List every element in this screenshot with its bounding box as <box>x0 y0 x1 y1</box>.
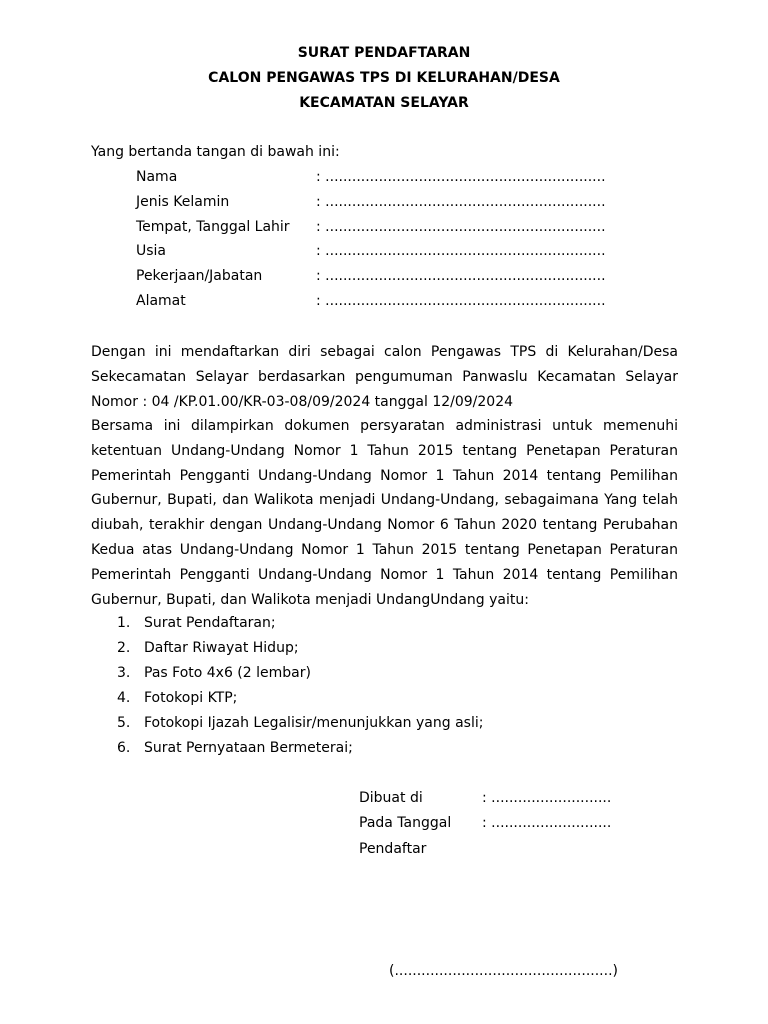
field-value: : ............................................................... <box>316 169 606 185</box>
list-text: Fotokopi KTP; <box>144 690 238 706</box>
list-item <box>117 640 299 656</box>
signature-name-line: (.................................................) <box>389 963 618 979</box>
field-value: : ............................................................... <box>316 268 606 284</box>
field-label: Nama <box>136 169 178 185</box>
list-item <box>117 665 311 681</box>
list-item <box>117 615 276 631</box>
title-line-1: SURAT PENDAFTARAN <box>297 45 471 61</box>
list-number: 2. <box>117 640 131 656</box>
field-value: : ............................................................... <box>316 194 606 210</box>
field-pekerjaan-jabatan <box>136 268 606 284</box>
title-line-2: CALON PENGAWAS TPS DI KELURAHAN/DESA <box>208 70 560 86</box>
list-text: Surat Pernyataan Bermeterai; <box>144 740 353 756</box>
list-item <box>117 715 483 731</box>
field-nama <box>136 169 606 185</box>
field-label: Usia <box>136 243 167 259</box>
place-value: : ........................... <box>482 790 612 806</box>
list-text: Pas Foto 4x6 (2 lembar) <box>144 665 311 681</box>
field-tempat-tanggal-lahir <box>136 219 606 235</box>
list-text: Surat Pendaftaran; <box>144 615 276 631</box>
field-value: : ............................................................... <box>316 219 606 235</box>
place-label: Dibuat di <box>359 790 423 806</box>
signature-place-row <box>359 790 611 806</box>
field-label: Tempat, Tanggal Lahir <box>136 219 290 235</box>
signature-date-row <box>359 815 611 831</box>
list-number: 5. <box>117 715 131 731</box>
field-alamat <box>136 293 606 309</box>
field-usia <box>136 243 606 259</box>
date-value: : ........................... <box>482 815 612 831</box>
title-line-3: KECAMATAN SELAYAR <box>299 95 469 111</box>
date-label: Pada Tanggal <box>359 815 452 831</box>
field-jenis-kelamin <box>136 194 606 210</box>
list-number: 3. <box>117 665 131 681</box>
field-label: Alamat <box>136 293 186 309</box>
list-text: Fotokopi Ijazah Legalisir/menunjukkan yang asli; <box>144 715 484 731</box>
field-value: : ............................................................... <box>316 243 606 259</box>
field-label: Pekerjaan/Jabatan <box>136 268 263 284</box>
registrant-label: Pendaftar <box>359 841 427 857</box>
field-value: : ............................................................... <box>316 293 606 309</box>
list-number: 6. <box>117 740 131 756</box>
field-label: Jenis Kelamin <box>136 194 230 210</box>
list-number: 1. <box>117 615 131 631</box>
list-item <box>117 740 353 756</box>
list-number: 4. <box>117 690 131 706</box>
attachment-paragraph: Bersama ini dilampirkan dokumen persyaratan administrasi untuk memenuhi ketentuan Undang-Undang Nomor 1 Tahun 2015 tentang Penetapan Peraturan Pemerintah Pengganti Undang-Undang Nomor 1 Tahun 2014 tentang Pemilihan Gubernur, Bupati, dan Walikota menjadi Undang-Undang, sebagaimana Yang telah diubah, terakhir dengan Undang-Undang Nomor 6 Tahun 2020 tentang Perubahan Kedua atas Undang-Undang Nomor 1 Tahun 2015 tentang Penetapan Peraturan Pemerintah Pengganti Undang-Undang Nomor 1 Tahun 2014 tentang Pemilihan Gubernur, Bupati, dan Walikota menjadi UndangUndang yaitu: <box>91 418 678 608</box>
registration-paragraph: Dengan ini mendaftarkan diri sebagai calon Pengawas TPS di Kelurahan/Desa Sekecamatan Selayar berdasarkan pengumuman Panwaslu Kecamatan Selayar Nomor : 04 /KP.01.00/KR-03-08/09/2024 tanggal 12/09/2024 <box>91 344 678 410</box>
intro-text: Yang bertanda tangan di bawah ini: <box>91 144 340 160</box>
list-item <box>117 690 237 706</box>
list-text: Daftar Riwayat Hidup; <box>144 640 299 656</box>
